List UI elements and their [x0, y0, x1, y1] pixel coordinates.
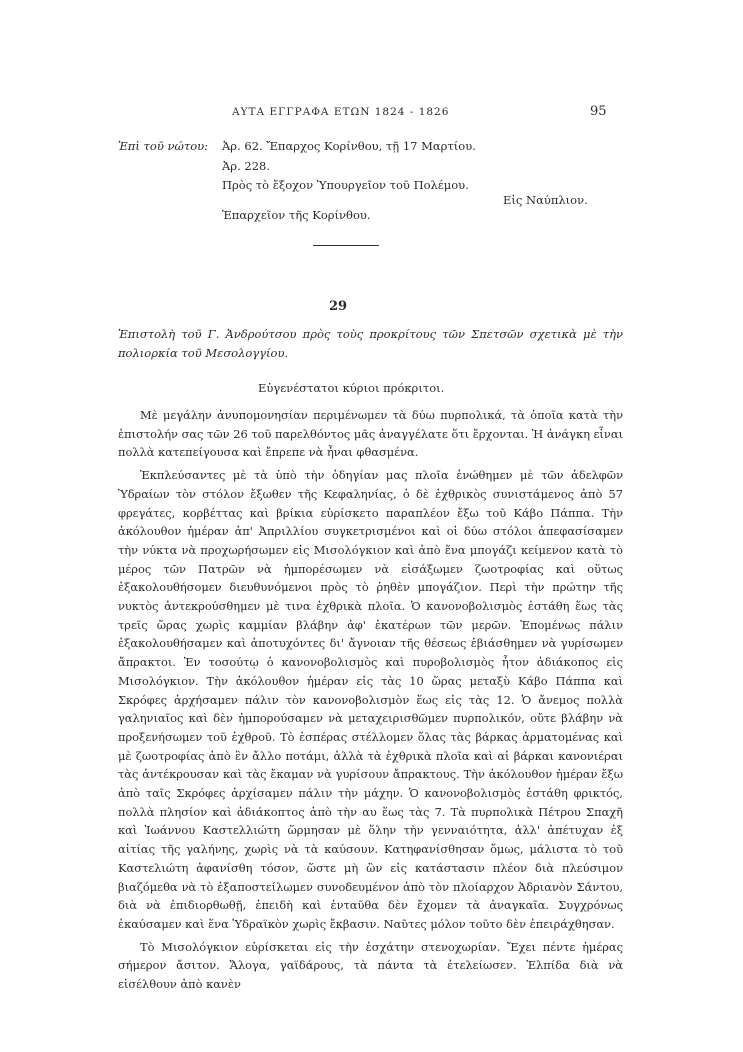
running-head: ΑΥΤΑ ΕΓΓΡΑΦΑ ΕΤΩΝ 1824 - 1826: [232, 106, 450, 118]
endorsement-line: Ἀρ. 228.: [222, 159, 270, 173]
endorsement-label: Ἐπὶ τοῦ νώτου:: [118, 139, 208, 153]
letter-body: [118, 406, 623, 998]
endorsement-line: Ἀρ. 62. Ἔπαρχος Κορίνθου, τῇ 17 Μαρτίου.: [222, 139, 476, 153]
endorsement-line: Εἰς Ναύπλιον.: [503, 193, 588, 207]
paragraph: Ἐκπλεύσαντες μὲ τὰ ὑπὸ τὴν ὁδηγίαν μας πλοῖα ἑνώθημεν μὲ τῶν ἀδελφῶν Ὑδραίων τὸν στόλον ἔξωθεν τῆς Κεφαληνίας, ὁ δὲ ἐχθρικὸς συνιστάμενος ἀπὸ 57 φρεγάτες, κορβέττας καὶ βρίκια εὑρίσκετο παραπλέον ἔξω τοῦ Κάβο Πάππα. Τὴν ἀκόλουθον ἡμέραν ἀπ' Ἀπριλλίου συγκετρισμένοι καὶ οἱ δύω στόλοι ἀπεφασίσαμεν τὴν νύκτα νὰ προχωρήσωμεν εἰς Μισολόγκιον καὶ ἀπὸ ἕνα μπογάζι κείμενον κατὰ τὸ μέρος τῶν Πατρῶν νὰ ἠμπορέσωμεν νὰ εἰσάξωμεν ζωοτροφίας καὶ οὕτως ἐξακολουθήσομεν διευθυνόμενοι πρὸς τὸ ῥηθὲν μπογάζιον. Περὶ τὴν πρώτην τῆς νυκτὸς ἀντεκρούσθημεν μὲ τινα ἐχθρικὰ πλοῖα. Ὁ κανονοβολισμὸς ἐστάθη ἕως τὰς τρεῖς ὥρας χωρὶς καμμίαν βλάβην ἀφ' ἑκατέρων τῶν μερῶν. Ἐπομένως πάλιν ἐξακολουθήσαμεν καὶ ἀποτυχόντες δι' ἄγνοιαν τῆς θέσεως ἐβιάσθημεν νὰ γυρίσωμεν ἄπρακτοι. Ἐν τοσούτῳ ὁ κανονοβολισμὸς καὶ πυροβολισμὸς ἦτον ἀδιάκοπος εἰς Μισολόγκιον. Τὴν ἀκόλουθον ἡμέραν εἰς τὰς 10 ὥρας μεταξὺ Κάβο Πάππα καὶ Σκρόφες ἀρχήσαμεν πάλιν τὸν κανονοβολισμὸν ἕως εἰς τὰς 12. Ὁ ἄνεμος πολλὰ γαληνιαῖος καὶ δὲν ἠμπορούσαμεν νὰ μεταχειρισθῶμεν πυρπολικόν, οὔτε βλάβην νὰ προξενήσωμεν τοῦ ἐχθροῦ. Τὸ ἑσπέρας στέλλομεν ὅλας τὰς βάρκας ἁρματομένας καὶ μὲ ζωοτροφίας ἀπὸ ἓν ἄλλο ποτάμι, ἀλλὰ τὰ ἐχθρικὰ πλοῖα καὶ αἱ βάρκαι κανονιέραι τὰς ἀντέκρουσαν καὶ τὰς ἔκαμαν νὰ γυρίσουν ἄπρακτους. Τὴν ἀκόλουθον ἡμέραν ἔξω ἀπὸ ταῖς Σκρόφες ἀρχίσαμεν πάλιν τὴν μάχην. Ὁ κανονοβολισμὸς ἐστάθη φρικτός, πολλὰ πλησίον καὶ ἀδιάκοπτος ἀπὸ τὴν αυ ἕως τὰς 7. Τὰ πυρπολικὰ Πέτρου Σπαχῆ καὶ Ἰωάννου Καστελλιώτη ὥρμησαν μὲ ὅλην τὴν γενναιότητα, ἀλλ' ἀπέτυχαν ἐξ αἰτίας τῆς γαλήνης, χωρὶς νὰ τὰ καύσουν. Κατηφανίσθησαν ὅμως, μάλιστα τὸ τοῦ Καστελιώτη ἀφανίσθη τόσον, ὥστε μὴ ὢν εἰς κατάστασιν πλέον διὰ πλεύσιμον βιαζόμεθα νὰ τὸ ἐξαποστείλωμεν συνοδευμένον ἀπὸ τὸν πλοίαρχον Ἀδριανὸν Σάντου, διὰ νὰ ἐπιδιορθωθῇ, ἐπειδὴ καὶ ἐνταῦθα δὲν ἔχομεν τὰ ἀναγκαῖα. Συγχρόνως ἐκαύσαμεν καὶ ἕνα Ὑδραϊκὸν χωρὶς ἔκβασιν. Ναῦτες μόλον τοῦτο δὲν ἐπειράχθησαν.: [118, 468, 623, 931]
salutation: Εὐγενέστατοι κύριοι πρόκριτοι.: [258, 381, 445, 395]
document-number: 29: [329, 299, 348, 314]
endorsement-line: Πρὸς τὸ ἔξοχον Ὑπουργεῖον τοῦ Πολέμου.: [222, 178, 469, 192]
paragraph: Μὲ μεγάλην ἀνυπομονησίαν περιμένωμεν τὰ δύω πυρπολικά, τὰ ὁποῖα κατὰ τὴν ἐπιστολήν σας τῶν 26 τοῦ παρελθόντος μᾶς ἀναγγέλατε ὅτι ἔρχονται. Ἡ ἀνάγκη εἶναι πολλὰ κατεπείγουσα καὶ ἔπρεπε νὰ ἦναι φθασμένα.: [118, 408, 623, 460]
page-number: 95: [590, 104, 607, 119]
endorsement-line: Ἐπαρχεῖον τῆς Κορίνθου.: [222, 208, 371, 222]
section-divider: [313, 245, 379, 246]
document-title: Ἐπιστολὴ τοῦ Γ. Ἀνδρούτσου πρὸς τοὺς προκρίτους τῶν Σπετσῶν σχετικὰ μὲ τὴν πολιορκία τοῦ Μεσολογγίου.: [118, 327, 623, 360]
paragraph: Τὸ Μισολόγκιον εὑρίσκεται εἰς τὴν ἐσχάτην στενοχωρίαν. Ἔχει πέντε ἡμέρας σήμερον ἄσιτον. Ἄλογα, γαϊδάρους, τὰ πάντα τὰ ἐτελείωσεν. Ἐλπίδα διὰ νὰ εἰσέλθουν ἀπὸ κανὲν: [118, 939, 623, 992]
